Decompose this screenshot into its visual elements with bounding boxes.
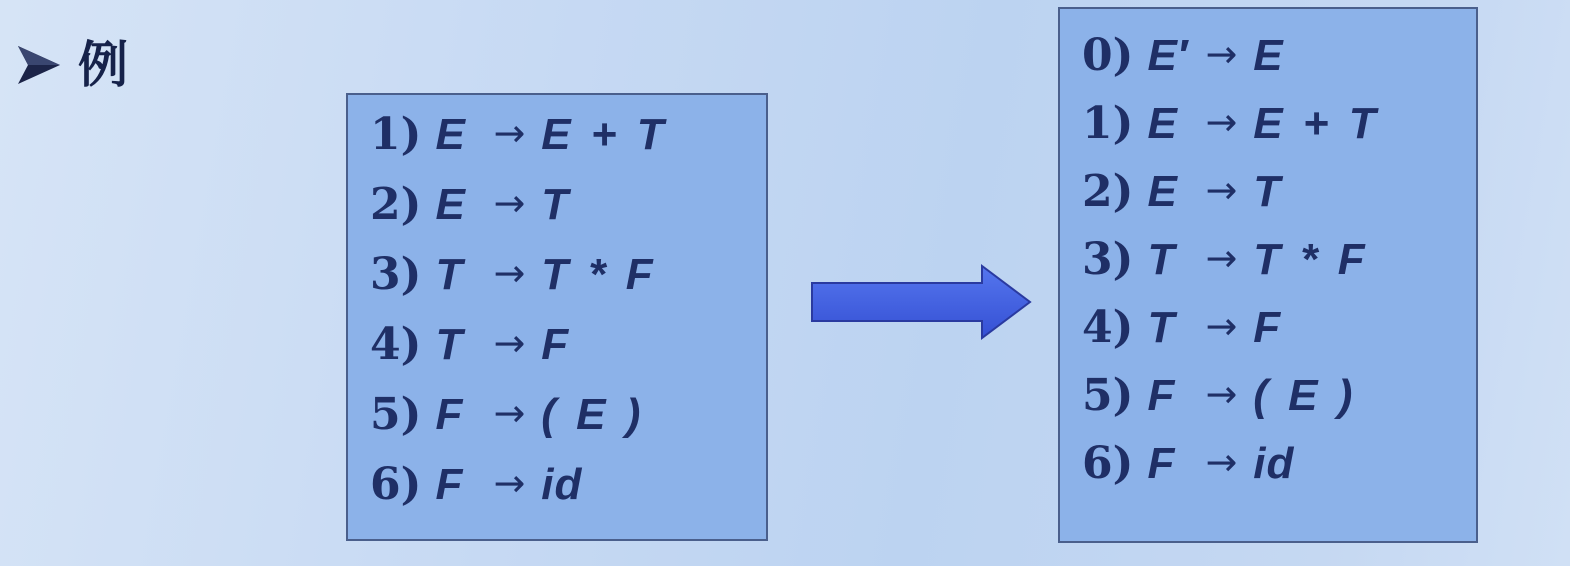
augmented-grammar-box	[1058, 7, 1478, 543]
rule-rhs: id	[541, 460, 583, 509]
grammar-rule	[1082, 234, 1476, 306]
rule-rhs: E	[1253, 31, 1284, 80]
rule-lhs: E	[435, 110, 465, 159]
produces-arrow: →	[493, 111, 526, 155]
rule-number: 3)	[370, 249, 422, 300]
rule-number: 5)	[1082, 370, 1134, 421]
rule-rhs: id	[1253, 439, 1295, 488]
rule-number: 0)	[1082, 30, 1134, 81]
produces-arrow: →	[1205, 372, 1238, 416]
grammar-rule	[370, 389, 766, 463]
rule-rhs: T	[1253, 167, 1282, 216]
produces-arrow: →	[1205, 236, 1238, 280]
rule-lhs: F	[435, 390, 463, 439]
rule-number: 2)	[1082, 166, 1134, 217]
original-grammar-box	[346, 93, 768, 541]
rule-rhs: ( E )	[541, 390, 642, 439]
heading-text: 例	[78, 36, 128, 94]
produces-arrow: →	[1205, 168, 1238, 212]
produces-arrow: →	[493, 391, 526, 435]
rule-number: 5)	[370, 389, 422, 440]
rule-lhs: T	[1147, 235, 1175, 284]
produces-arrow: →	[1205, 32, 1238, 76]
rule-lhs: T	[1147, 303, 1175, 352]
rule-lhs: E	[1147, 167, 1177, 216]
rule-lhs: E	[435, 180, 465, 229]
rule-lhs: F	[1147, 371, 1175, 420]
grammar-rule	[1082, 438, 1476, 510]
rule-lhs: F	[435, 460, 463, 509]
grammar-rule	[370, 109, 766, 183]
rule-rhs: F	[1253, 303, 1282, 352]
produces-arrow: →	[493, 461, 526, 505]
rule-number: 6)	[370, 459, 422, 510]
rule-rhs: E + T	[1253, 99, 1377, 148]
produces-arrow: →	[1205, 304, 1238, 348]
arrow-bullet-icon	[14, 40, 64, 90]
rule-number: 2)	[370, 179, 422, 230]
rule-number: 1)	[370, 109, 422, 160]
produces-arrow: →	[493, 181, 526, 225]
grammar-rule	[1082, 302, 1476, 374]
rule-lhs: E	[1147, 99, 1177, 148]
grammar-rule	[370, 459, 766, 533]
rule-number: 1)	[1082, 98, 1134, 149]
rule-rhs: T	[541, 180, 570, 229]
rule-rhs: F	[541, 320, 570, 369]
rule-number: 3)	[1082, 234, 1134, 285]
rule-number: 4)	[370, 319, 422, 370]
rule-rhs: E + T	[541, 110, 665, 159]
right-arrow-icon	[810, 264, 1032, 340]
grammar-rule	[1082, 30, 1476, 102]
produces-arrow: →	[493, 321, 526, 365]
rule-lhs: E′	[1147, 31, 1188, 80]
rule-number: 6)	[1082, 438, 1134, 489]
grammar-rule	[1082, 370, 1476, 442]
produces-arrow: →	[1205, 100, 1238, 144]
rule-rhs: T * F	[541, 250, 654, 299]
grammar-rule	[1082, 166, 1476, 238]
produces-arrow: →	[493, 251, 526, 295]
rule-number: 4)	[1082, 302, 1134, 353]
rule-lhs: F	[1147, 439, 1175, 488]
grammar-rule	[370, 319, 766, 393]
rule-rhs: ( E )	[1253, 371, 1354, 420]
grammar-rule	[370, 249, 766, 323]
slide-heading	[14, 36, 128, 94]
rule-lhs: T	[435, 250, 463, 299]
grammar-rule	[370, 179, 766, 253]
grammar-rule	[1082, 98, 1476, 170]
produces-arrow: →	[1205, 440, 1238, 484]
rule-rhs: T * F	[1253, 235, 1366, 284]
rule-lhs: T	[435, 320, 463, 369]
